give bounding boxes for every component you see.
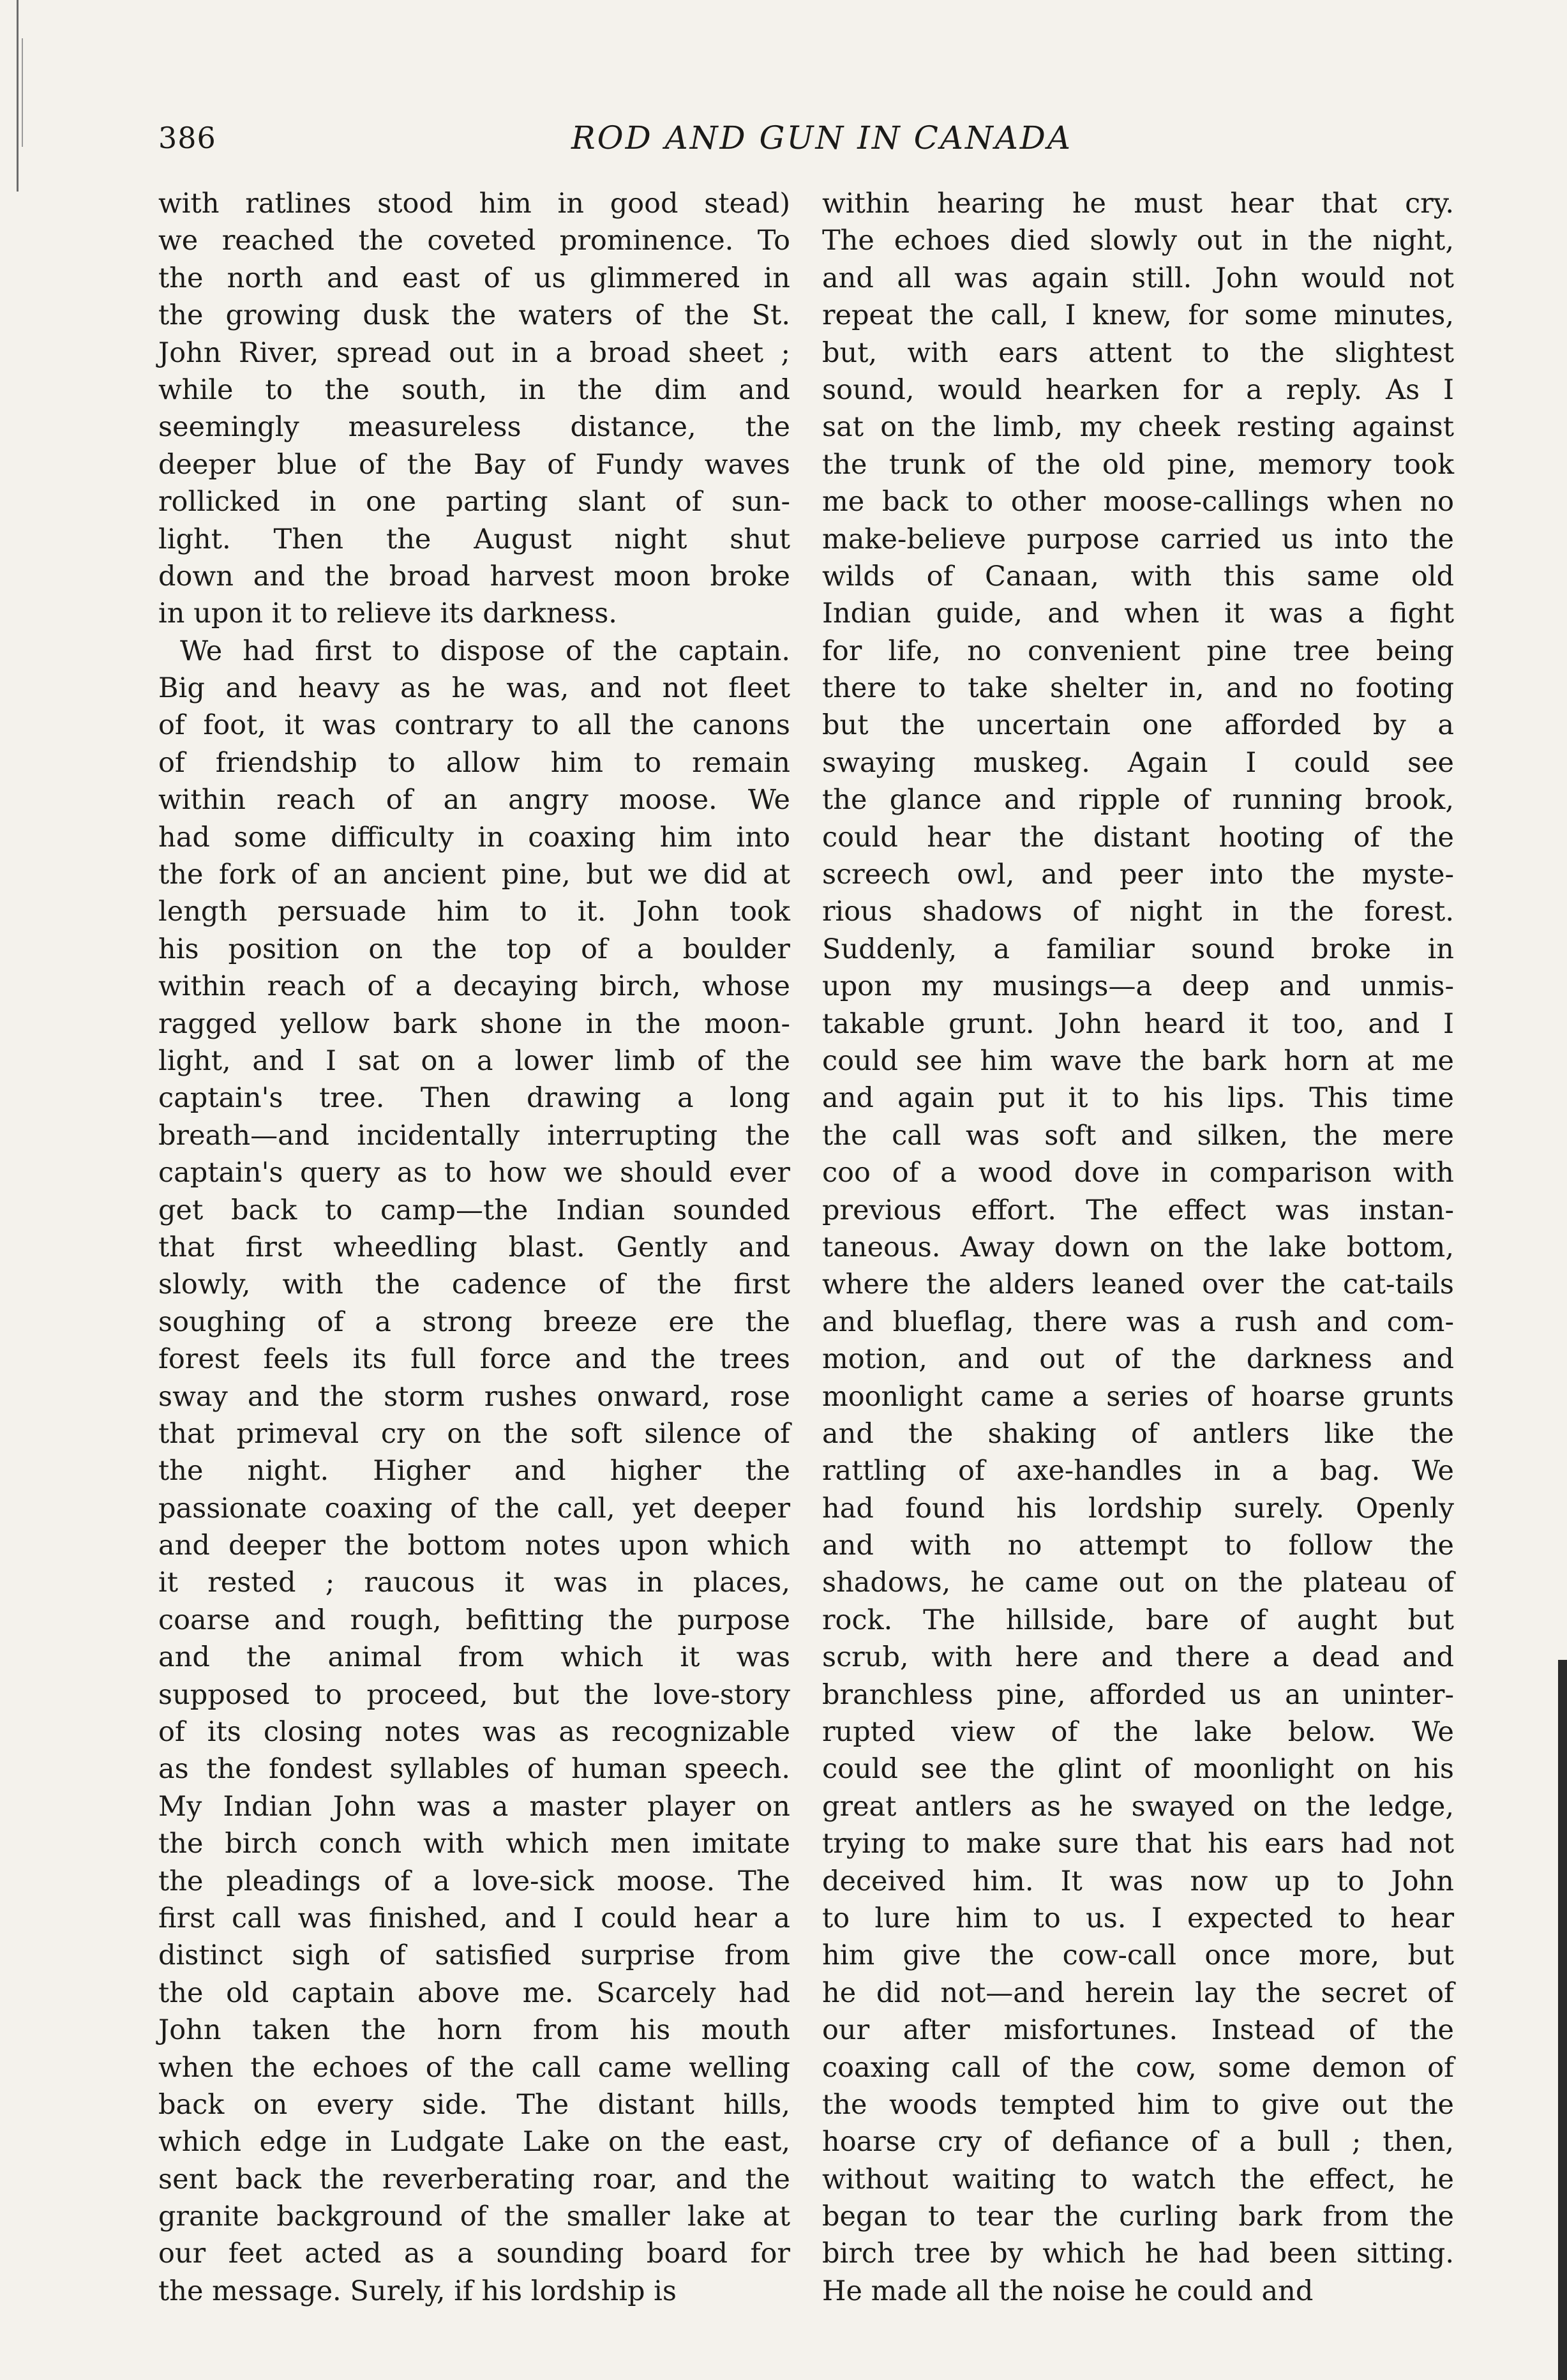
text-line: had found his lordship surely. Openly [822,1492,1454,1525]
text-line: the woods tempted him to give out the [822,2088,1454,2121]
text-line: John River, spread out in a broad sheet ; [158,336,790,369]
text-line: shadows, he came out on the plateau of [822,1567,1454,1599]
text-line: deeper blue of the Bay of Fundy waves [158,448,790,481]
text-line: of friendship to allow him to remain [158,746,790,779]
text-line: swaying muskeg. Again I could see [822,746,1454,779]
right-text-column [822,185,1454,2310]
text-line: motion, and out of the darkness and [822,1343,1454,1376]
text-line: rock. The hillside, bare of aught but [822,1604,1454,1636]
text-line: within reach of a decaying birch, whose [158,970,790,1003]
text-line: distinct sigh of satisfied surprise from [158,1939,790,1972]
text-line: captain's tree. Then drawing a long [158,1082,790,1115]
text-line: and the shaking of antlers like the [822,1417,1454,1450]
text-line: birch tree by which he had been sitting. [822,2238,1454,2270]
text-line: when the echoes of the call came welling [158,2051,790,2084]
text-line: My Indian John was a master player on [158,1790,790,1823]
text-line: sent back the reverberating roar, and the [158,2163,790,2195]
text-line: sat on the limb, my cheek resting against [822,411,1454,444]
scan-binding-line [17,0,19,192]
text-line: supposed to proceed, but the love-story [158,1678,790,1711]
text-line: length persuade him to it. John took [158,896,790,928]
text-line: his position on the top of a boulder [158,933,790,965]
text-line: coaxing call of the cow, some demon of [822,2051,1454,2084]
text-line: upon my musings—a deep and unmis- [822,970,1454,1003]
text-line: rupted view of the lake below. We [822,1716,1454,1749]
text-line: and with no attempt to follow the [822,1530,1454,1562]
text-line: first call was finished, and I could hear a [158,1902,790,1934]
text-line: the fork of an ancient pine, but we did at [158,859,790,891]
text-line: we reached the coveted prominence. To [158,225,790,257]
text-line: that first wheedling blast. Gently and [158,1231,790,1263]
text-line: and all was again still. John would not [822,262,1454,294]
text-line: could see him wave the bark horn at me [822,1044,1454,1077]
text-line: previous effort. The effect was instan- [822,1194,1454,1226]
text-line: wilds of Canaan, with this same old [822,560,1454,592]
text-line: began to tear the curling bark from the [822,2201,1454,2233]
text-line: within hearing he must hear that cry. [822,188,1454,220]
text-line: with ratlines stood him in good stead) [158,188,790,220]
text-line: for life, no convenient pine tree being [822,635,1454,667]
text-line: the message. Surely, if his lordship is [158,2275,677,2307]
text-line: but the uncertain one afforded by a [822,709,1454,742]
text-line: branchless pine, afforded us an uninter- [822,1678,1454,1711]
text-line: and blueflag, there was a rush and com- [822,1306,1454,1338]
text-line: slowly, with the cadence of the first [158,1269,790,1301]
text-line: the trunk of the old pine, memory took [822,448,1454,481]
text-line: light. Then the August night shut [158,523,790,555]
text-line: of its closing notes was as recognizable [158,1716,790,1749]
text-line: the glance and ripple of running brook, [822,784,1454,817]
text-line: the north and east of us glimmered in [158,262,790,294]
text-line: the call was soft and silken, the mere [822,1119,1454,1152]
text-line: he did not—and herein lay the secret of [822,1977,1454,2009]
text-line: rollicked in one parting slant of sun- [158,486,790,518]
text-line: great antlers as he swayed on the ledge, [822,1790,1454,1823]
text-line: rattling of axe-handles in a bag. We [822,1455,1454,1488]
text-line: in upon it to relieve its darkness. [158,598,617,630]
text-line: our after misfortunes. Instead of the [822,2014,1454,2047]
text-line: the pleadings of a love-sick moose. The [158,1865,790,1897]
text-line: the birch conch with which men imitate [158,1828,790,1860]
text-line: trying to make sure that his ears had not [822,1828,1454,1860]
running-title: ROD AND GUN IN CANADA [571,119,1072,156]
text-line: light, and I sat on a lower limb of the [158,1044,790,1077]
text-line: within reach of an angry moose. We [158,784,790,817]
text-line: scrub, with here and there a dead and [822,1641,1454,1674]
text-line: taneous. Away down on the lake bottom, [822,1231,1454,1263]
text-line: me back to other moose-callings when no [822,486,1454,518]
text-line: the night. Higher and higher the [158,1455,790,1488]
text-line: seemingly measureless distance, the [158,411,790,444]
text-line: without waiting to watch the effect, he [822,2163,1454,2195]
text-line: moonlight came a series of hoarse grunts [822,1380,1454,1413]
text-line: coo of a wood dove in comparison with [822,1157,1454,1189]
text-line: coarse and rough, befitting the purpose [158,1604,790,1636]
text-line: and deeper the bottom notes upon which [158,1530,790,1562]
text-line: that primeval cry on the soft silence of [158,1417,790,1450]
text-line: our feet acted as a sounding board for [158,2238,790,2270]
scan-page-edge [1558,1660,1567,2380]
text-line: back on every side. The distant hills, [158,2088,790,2121]
text-line: there to take shelter in, and no footing [822,672,1454,705]
text-line: takable grunt. John heard it too, and I [822,1007,1454,1040]
text-line: where the alders leaned over the cat-tails [822,1269,1454,1301]
text-line: while to the south, in the dim and [158,373,790,406]
page-number: 386 [158,121,216,155]
text-line: passionate coaxing of the call, yet deeper [158,1492,790,1525]
text-line: Big and heavy as he was, and not fleet [158,672,790,705]
text-line: get back to camp—the Indian sounded [158,1194,790,1226]
text-line: repeat the call, I knew, for some minutes, [822,299,1454,332]
text-line: forest feels its full force and the trees [158,1343,790,1376]
text-line: soughing of a strong breeze ere the [158,1306,790,1338]
text-line: could hear the distant hooting of the [822,821,1454,854]
text-line: Indian guide, and when it was a fight [822,598,1454,630]
text-line: ragged yellow bark shone in the moon- [158,1007,790,1040]
text-line: sound, would hearken for a reply. As I [822,373,1454,406]
text-line: captain's query as to how we should ever [158,1157,790,1189]
text-line: granite background of the smaller lake at [158,2201,790,2233]
text-line: down and the broad harvest moon broke [158,560,790,592]
text-line: the old captain above me. Scarcely had [158,1977,790,2009]
text-line: deceived him. It was now up to John [822,1865,1454,1897]
text-line: of foot, it was contrary to all the canons [158,709,790,742]
text-line: Suddenly, a familiar sound broke in [822,933,1454,965]
text-line: He made all the noise he could and [822,2275,1314,2307]
text-line: could see the glint of moonlight on his [822,1753,1454,1786]
text-line: and again put it to his lips. This time [822,1082,1454,1115]
text-line: John taken the horn from his mouth [158,2014,790,2047]
text-line: make-believe purpose carried us into the [822,523,1454,555]
text-line: hoarse cry of defiance of a bull ; then, [822,2126,1454,2158]
text-line: as the fondest syllables of human speech. [158,1753,790,1786]
text-line: and the animal from which it was [158,1641,790,1674]
text-line: which edge in Ludgate Lake on the east, [158,2126,790,2158]
text-line: rious shadows of night in the forest. [822,896,1454,928]
text-line: him give the cow-call once more, but [822,1939,1454,1972]
text-line: sway and the storm rushes onward, rose [158,1380,790,1413]
text-line: to lure him to us. I expected to hear [822,1902,1454,1934]
text-line: the growing dusk the waters of the St. [158,299,790,332]
left-text-column [158,185,790,2310]
text-line: screech owl, and peer into the myste- [822,859,1454,891]
text-line: it rested ; raucous it was in places, [158,1567,790,1599]
text-line: but, with ears attent to the slightest [822,336,1454,369]
text-line: had some difficulty in coaxing him into [158,821,790,854]
text-line: We had first to dispose of the captain. [180,635,790,667]
text-line: breath—and incidentally interrupting the [158,1119,790,1152]
text-line: The echoes died slowly out in the night, [822,225,1454,257]
